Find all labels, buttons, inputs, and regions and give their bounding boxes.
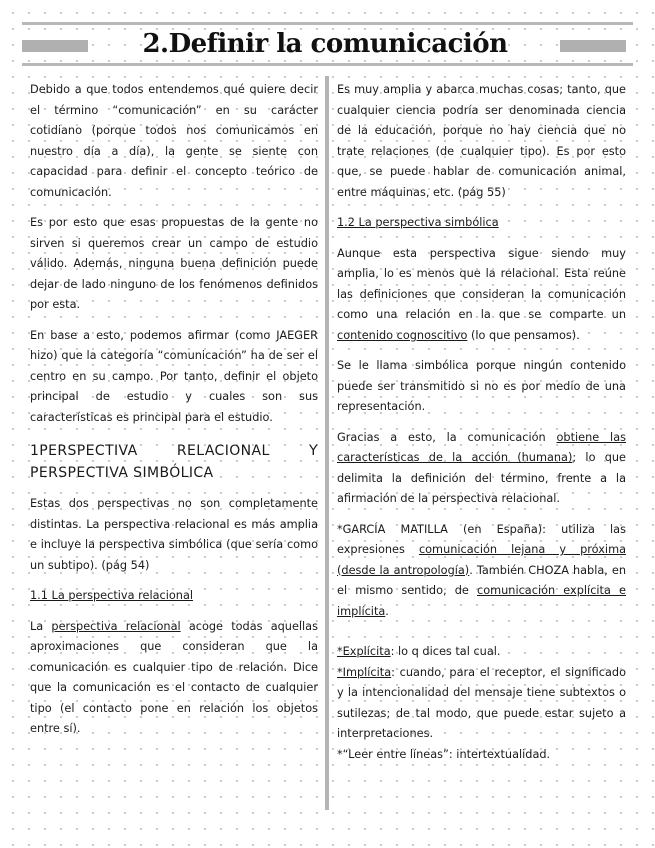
paragraph: *“Leer entre líneas”: intertextualidad. bbox=[337, 747, 551, 761]
subsection-heading-1-2: 1.2 La perspectiva simbólica bbox=[337, 216, 499, 229]
underlined-term: obtiene las características de la acción (humana) bbox=[337, 430, 626, 464]
text: . También CHOZA habla, en el mismo sentido, de bbox=[337, 563, 626, 597]
underlined-term: contenido cognoscitivo bbox=[337, 328, 468, 342]
underlined-term: *Implícita bbox=[337, 665, 392, 679]
paragraph: Estas dos perspectivas no son completamente distintas. La perspectiva relacional es más amplia e incluye la perspectiva simbólica (que sería como un subtipo). (pág 54) bbox=[30, 497, 318, 572]
left-column bbox=[30, 80, 318, 750]
paragraph bbox=[337, 520, 626, 623]
text: La bbox=[30, 619, 44, 633]
underlined-term: *Explícita bbox=[337, 645, 391, 658]
paragraph bbox=[337, 663, 626, 745]
paragraph bbox=[337, 642, 626, 663]
right-column bbox=[337, 80, 626, 765]
text: . bbox=[385, 604, 389, 618]
bottom-rule bbox=[22, 63, 633, 66]
text: ; lo que delimita la definición del término, frente a la afirmación de la perspectiva relacional. bbox=[337, 451, 627, 505]
column-divider bbox=[325, 76, 329, 810]
paragraph: Se le llama simbólica porque ningún contenido puede ser transmitido si no es por medio de una representación. bbox=[337, 359, 626, 413]
underlined-term: perspectiva relacional bbox=[51, 619, 181, 633]
text: : cuando, para el receptor, el significado y la intencionalidad del mensaje tiene subtextos o sutilezas; de tal modo, que puede estar sujeto a interpretaciones. bbox=[337, 665, 626, 740]
title-bar-left bbox=[22, 40, 88, 52]
section-heading-1: 1PERSPECTIVA RELACIONAL Y PERSPECTIVA SIMBÓLICA bbox=[30, 443, 318, 481]
text: *GARCÍA MATILLA (en España): utiliza las expresiones bbox=[337, 522, 626, 556]
underlined-term: comunicación lejana y próxima (desde la antropología) bbox=[337, 543, 626, 577]
paragraph bbox=[30, 617, 318, 740]
underlined-term: comunicación explícita e implícita bbox=[337, 584, 626, 618]
text: Aunque esta perspectiva sigue siendo muy amplia, lo es menos que la relacional. Esta reúne las definiciones que consideran la comunicación como una relación en la que se comparte un bbox=[337, 246, 626, 321]
text: acoge todas aquellas aproximaciones que consideran que la comunicación es cualquier tipo de relación. Dice que la comunicación es el contacto de cualquier tipo (el contacto pone en relación los objetos entre sí). bbox=[30, 619, 318, 735]
text: : lo q dices tal cual. bbox=[390, 645, 501, 658]
paragraph: Es muy amplia y abarca muchas cosas; tanto, que cualquier ciencia podría ser denominada ciencia de la educación, porque no hay ciencia que no trate relaciones (de cualquier tipo). Es por esto que, se puede hablar de comunicación animal, entre máquinas, etc. (pág 55) bbox=[337, 83, 626, 199]
paragraph: En base a esto, podemos afirmar (como JAEGER hizo) que la categoría “comunicación” ha de ser el centro en su campo. Por tanto, definir el objeto principal de estudio y cuales son sus características es principal para el estudio. bbox=[30, 328, 318, 424]
paragraph: Debido a que todos entendemos qué quiere decir el término “comunicación” en su carácter cotidiano (porque todos nos comunicamos en nuestro día a día), la gente se siente con capacidad para definir el concepto teórico de comunicación. bbox=[30, 83, 318, 199]
text: (lo que pensamos). bbox=[471, 328, 580, 342]
text: Gracias a esto, la comunicación bbox=[337, 430, 546, 444]
paragraph bbox=[337, 244, 626, 347]
subsection-heading-1-1: 1.1 La perspectiva relacional bbox=[30, 589, 194, 602]
paragraph: Es por esto que esas propuestas de la gente no sirven si queremos crear un campo de estudio válido. Además, ninguna buena definición puede dejar de lado ninguno de los fenómenos definidos por esta. bbox=[30, 216, 318, 311]
page-title: 2.Definir la comunicación bbox=[142, 29, 508, 59]
title-bar-right bbox=[560, 40, 626, 52]
paragraph bbox=[337, 428, 626, 510]
